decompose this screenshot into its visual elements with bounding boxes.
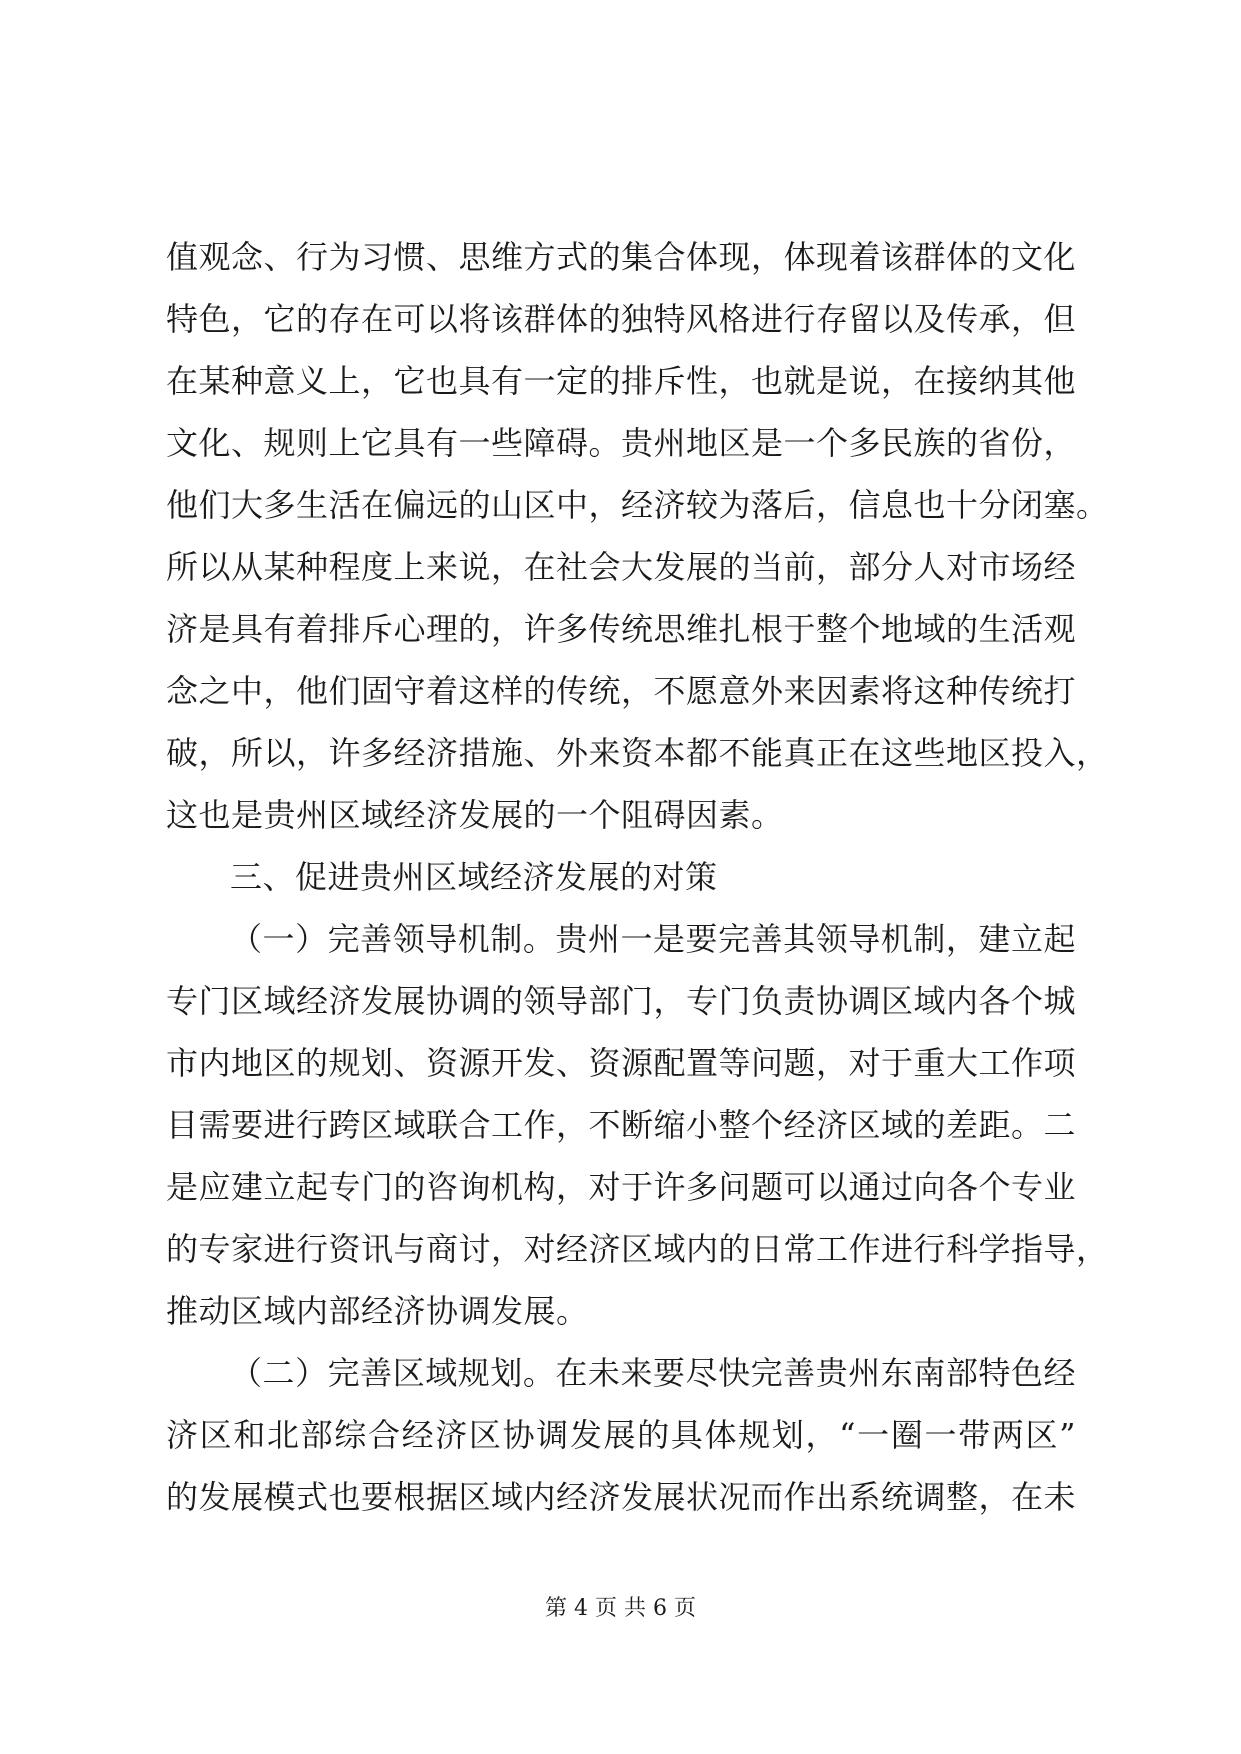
text-line-5: 他们大多生活在偏远的山区中，经济较为落后，信息也十分闭塞。 <box>166 486 1109 524</box>
text-line-2: 特色，它的存在可以将该群体的独特风格进行存留以及传承，但 <box>166 300 1077 338</box>
text-line-9: 破，所以，许多经济措施、外来资本都不能真正在这些地区投入， <box>166 734 1109 772</box>
text-line-21: 的发展模式也要根据区域内经济发展状况而作出系统调整，在未 <box>166 1478 1077 1516</box>
text-line-20: 济区和北部综合经济区协调发展的具体规划，“一圈一带两区” <box>166 1416 1076 1454</box>
text-line-15: 目需要进行跨区域联合工作，不断缩小整个经济区域的差距。二 <box>166 1106 1077 1144</box>
text-line-19: （二）完善区域规划。在未来要尽快完善贵州东南部特色经 <box>230 1354 1076 1392</box>
text-line-12: （一）完善领导机制。贵州一是要完善其领导机制，建立起 <box>230 920 1076 958</box>
body-text <box>166 226 1109 1528</box>
text-line-6: 所以从某种程度上来说，在社会大发展的当前，部分人对市场经 <box>166 548 1077 586</box>
text-line-18: 推动区域内部经济协调发展。 <box>166 1292 589 1330</box>
text-line-3: 在某种意义上，它也具有一定的排斥性，也就是说，在接纳其他 <box>166 362 1077 400</box>
section-heading: 三、促进贵州区域经济发展的对策 <box>230 858 718 896</box>
text-line-14: 市内地区的规划、资源开发、资源配置等问题，对于重大工作项 <box>166 1044 1077 1082</box>
text-line-16: 是应建立起专门的咨询机构，对于许多问题可以通过向各个专业 <box>166 1168 1077 1206</box>
page-number-footer: 第 4 页 共 6 页 <box>545 1596 696 1621</box>
text-line-7: 济是具有着排斥心理的，许多传统思维扎根于整个地域的生活观 <box>166 610 1077 648</box>
text-line-1: 值观念、行为习惯、思维方式的集合体现，体现着该群体的文化 <box>166 238 1077 276</box>
text-line-10: 这也是贵州区域经济发展的一个阻碍因素。 <box>166 796 784 834</box>
text-line-17: 的专家进行资讯与商讨，对经济区域内的日常工作进行科学指导， <box>166 1230 1109 1268</box>
text-line-13: 专门区域经济发展协调的领导部门，专门负责协调区域内各个城 <box>166 982 1077 1020</box>
text-line-4: 文化、规则上它具有一些障碍。贵州地区是一个多民族的省份， <box>166 424 1077 462</box>
text-line-8: 念之中，他们固守着这样的传统，不愿意外来因素将这种传统打 <box>166 672 1077 710</box>
